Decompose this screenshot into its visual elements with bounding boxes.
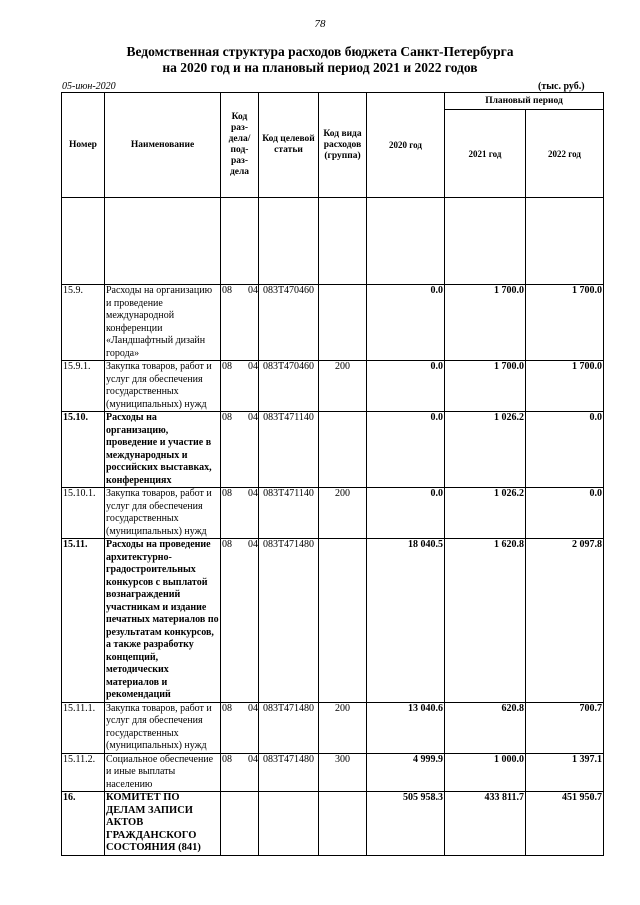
header-planned-period: Плановый период: [445, 93, 604, 110]
units-label: (тыс. руб.): [538, 81, 585, 92]
section-code-pair: [222, 754, 258, 767]
row-section-code: [221, 412, 259, 488]
row-name: Социальное обеспечение и иные выплаты населению: [105, 753, 221, 792]
row-amount-2020: 13 040.6: [367, 702, 445, 753]
row-number: 15.10.: [62, 412, 105, 488]
subsection-code: 04: [248, 412, 258, 423]
table-row: [62, 285, 604, 361]
table-row: [62, 792, 604, 856]
section-code-pair: [222, 361, 258, 374]
table-row: [62, 412, 604, 488]
row-number: 15.11.: [62, 539, 105, 703]
section-code: 08: [222, 361, 232, 372]
row-number: 16.: [62, 792, 105, 856]
row-target-code: 083Т471140: [259, 488, 319, 539]
row-section-code: [221, 702, 259, 753]
subsection-code: 04: [248, 285, 258, 296]
row-section-code: [221, 488, 259, 539]
header-2022: 2022 год: [526, 110, 604, 198]
table-row: [62, 539, 604, 703]
row-amount-2021: 1 700.0: [445, 285, 526, 361]
row-expense-kind: 200: [319, 488, 367, 539]
row-target-code: 083Т470460: [259, 285, 319, 361]
section-code: 08: [222, 702, 232, 714]
row-amount-2020: 505 958.3: [367, 792, 445, 856]
row-amount-2022: 0.0: [526, 412, 604, 488]
row-target-code: [259, 792, 319, 856]
title-line-1: Ведомственная структура расходов бюджета Санкт-Петербурга: [126, 44, 514, 59]
row-amount-2020: 0.0: [367, 361, 445, 412]
row-expense-kind: [319, 792, 367, 856]
row-amount-2020: 0.0: [367, 285, 445, 361]
row-amount-2022: 0.0: [526, 488, 604, 539]
row-amount-2022: 451 950.7: [526, 792, 604, 856]
section-code-pair: [222, 539, 258, 552]
section-code-pair: [222, 285, 258, 298]
subsection-code: 04: [248, 753, 258, 765]
header-2021: 2021 год: [445, 110, 526, 198]
row-amount-2021: 1 026.2: [445, 488, 526, 539]
header-expense-kind: Код вида расходов (группа): [319, 93, 367, 198]
row-amount-2022: 1 700.0: [526, 285, 604, 361]
section-code: 08: [222, 285, 232, 296]
row-name: Закупка товаров, работ и услуг для обеспечения государственных (муниципальных) нужд: [105, 488, 221, 539]
subsection-code: 04: [248, 702, 258, 714]
subsection-code: 04: [248, 488, 258, 499]
row-name: Расходы на проведение архитектурно-градостроительных конкурсов с выплатой вознаграждений участникам и издание печатных материалов по результатам конкурсов, а также разработку концепций, методических материалов и рекомендаций: [106, 539, 219, 700]
section-code: 08: [222, 412, 232, 423]
row-name: КОМИТЕТ ПО ДЕЛАМ ЗАПИСИ АКТОВ ГРАЖДАНСКОГО СОСТОЯНИЯ (841): [105, 792, 221, 856]
row-name: Расходы на организацию и проведение международной конференции «Ландшафтный дизайн города»: [105, 285, 221, 361]
budget-table: [61, 92, 604, 856]
row-amount-2021: 620.8: [445, 702, 526, 753]
header-target-code: Код целевой статьи: [259, 93, 319, 198]
section-code-pair: [222, 412, 258, 425]
page-number: 78: [314, 18, 326, 30]
spacer-row: [62, 198, 604, 285]
row-amount-2020: 0.0: [367, 412, 445, 488]
row-expense-kind: [319, 285, 367, 361]
row-section-code: [221, 361, 259, 412]
header-section-code: Код раз- дела/ под- раз- дела: [221, 93, 259, 198]
header-2020: 2020 год: [367, 93, 445, 198]
row-amount-2022: 2 097.8: [526, 539, 604, 703]
row-name: Расходы на организацию, проведение и участие в международных и российских выставках, конференциях: [105, 412, 221, 488]
row-amount-2020: 18 040.5: [367, 539, 445, 703]
section-code: 08: [222, 539, 232, 550]
row-amount-2021: 1 000.0: [445, 753, 526, 792]
document-date: 05-июн-2020: [62, 81, 116, 92]
row-number: 15.11.2.: [62, 753, 105, 792]
table-row: [62, 488, 604, 539]
row-target-code: 083Т471480: [259, 702, 319, 753]
row-amount-2022: 700.7: [526, 702, 604, 753]
row-target-code: 083Т471480: [259, 753, 319, 792]
table-row: [62, 361, 604, 412]
row-target-code: 083Т471480: [259, 539, 319, 703]
section-code: 08: [222, 488, 232, 499]
row-name: Закупка товаров, работ и услуг для обеспечения государственных (муниципальных) нужд: [105, 361, 221, 412]
row-section-code: [221, 539, 259, 703]
row-amount-2021: 433 811.7: [445, 792, 526, 856]
row-target-code: 083Т470460: [259, 361, 319, 412]
row-expense-kind: 200: [319, 702, 367, 753]
section-code-pair: [222, 703, 258, 716]
row-number: 15.10.1.: [62, 488, 105, 539]
row-amount-2021: 1 620.8: [445, 539, 526, 703]
header-number: Номер: [62, 93, 105, 198]
row-section-code: [221, 285, 259, 361]
row-target-code: 083Т471140: [259, 412, 319, 488]
row-section-code: [221, 753, 259, 792]
row-number: 15.9.: [62, 285, 105, 361]
row-section-code: [221, 792, 259, 856]
row-amount-2022: 1 700.0: [526, 361, 604, 412]
row-amount-2021: 1 700.0: [445, 361, 526, 412]
section-code: 08: [222, 753, 232, 765]
section-code-pair: [222, 488, 258, 501]
document-title: [0, 44, 640, 76]
row-expense-kind: [319, 412, 367, 488]
table-row: [62, 702, 604, 753]
row-number: 15.9.1.: [62, 361, 105, 412]
row-number: 15.11.1.: [62, 702, 105, 753]
row-amount-2020: 4 999.9: [367, 753, 445, 792]
row-amount-2022: 1 397.1: [526, 753, 604, 792]
table-row: [62, 753, 604, 792]
subsection-code: 04: [248, 361, 258, 372]
row-expense-kind: [319, 539, 367, 703]
row-amount-2021: 1 026.2: [445, 412, 526, 488]
row-amount-2020: 0.0: [367, 488, 445, 539]
header-name: Наименование: [105, 93, 221, 198]
title-line-2: на 2020 год и на плановый период 2021 и 2022 годов: [162, 60, 478, 75]
row-name: Закупка товаров, работ и услуг для обеспечения государственных (муниципальных) нужд: [105, 702, 221, 753]
row-expense-kind: 300: [319, 753, 367, 792]
subsection-code: 04: [248, 539, 258, 550]
row-expense-kind: 200: [319, 361, 367, 412]
